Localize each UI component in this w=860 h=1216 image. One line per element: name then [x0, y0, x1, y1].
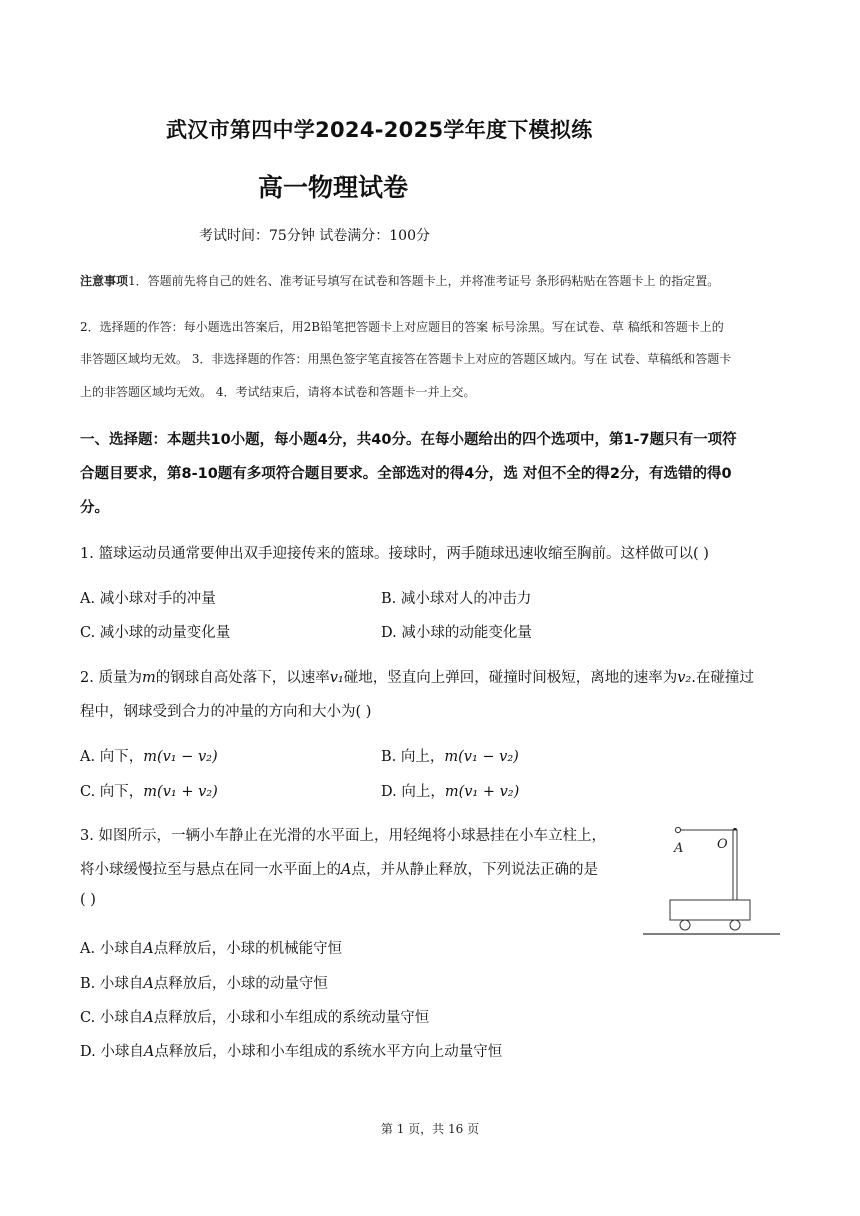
q3-stem-line2: 将小球缓慢拉至与悬点在同一水平面上的A点，并从静止释放，下列说法正确的是 — [80, 862, 598, 878]
figure-label-a: A — [674, 841, 684, 856]
q2-option-b: B. 向上，m(v₁ − v₂) — [381, 749, 519, 765]
var-m: m — [141, 670, 156, 686]
q2-option-c: C. 向下，m(v₁ + v₂) — [80, 784, 218, 800]
var-v2: v₂ — [677, 670, 692, 686]
q2-option-d: D. 向上，m(v₁ + v₂) — [381, 784, 520, 800]
var-v1: v₁ — [329, 670, 344, 686]
cart-post — [733, 830, 737, 902]
figure-label-o: O — [717, 837, 728, 852]
page-footer: 第 1 页，共 16 页 — [380, 1122, 480, 1136]
cart-body — [670, 900, 750, 920]
notes-line2: 2．选择题的作答：每小题选出答案后，用2B铅笔把答题卡上对应题目的答案 标号涂黑。写在试卷、草 稿纸和答题卡上的 — [80, 320, 724, 334]
q3-stem-line3: ( ) — [80, 892, 96, 908]
cart-wheel-right — [730, 920, 740, 930]
notes-line3: 非答题区域均无效。 3．非选择题的作答：用黑色签字笔直接答在答题卡上对应的答题区域内。写在 试卷、草稿纸和答题卡 — [80, 352, 732, 366]
q3-option-b: B. 小球自A点释放后，小球的动量守恒 — [80, 976, 328, 992]
q3-stem-line1: 3. 如图所示，一辆小车静止在光滑的水平面上，用轻绳将小球悬挂在小车立柱上， — [80, 828, 606, 844]
section1-line1: 一、选择题：本题共10小题，每小题4分，共40分。在每小题给出的四个选项中，第1-7题只有一项符 — [80, 432, 737, 448]
q2-option-a: A. 向下，m(v₁ − v₂) — [80, 749, 218, 765]
q1-stem: 1. 篮球运动员通常要伸出双手迎接传来的篮球。接球时，两手随球迅速收缩至胸前。这样做可以( ) — [80, 546, 709, 562]
notes-label: 注意事项 — [80, 274, 129, 288]
cart-pendulum-figure — [640, 822, 785, 942]
section1-line2: 合题目要求，第8-10题有多项符合题目要求。全部选对的得4分，选 对但不全的得2分，有选错的得0 — [80, 466, 732, 482]
q1-option-b: B. 减小球对人的冲击力 — [381, 591, 532, 607]
q3-option-a: A. 小球自A点释放后，小球的机械能守恒 — [80, 941, 343, 957]
section1-line3: 分。 — [80, 500, 109, 516]
q2-stem-line1: 2. 质量为m的钢球自高处落下，以速率v₁碰地，竖直向上弹回，碰撞时间极短，离地的速率为v₂.在碰撞过 — [80, 670, 754, 686]
q2-stem-line2: 程中，钢球受到合力的冲量的方向和大小为( ) — [80, 704, 372, 720]
exam-title-line1: 武汉市第四中学2024-2025学年度下模拟练 — [166, 118, 593, 142]
q1-option-c: C. 减小球的动量变化量 — [80, 625, 231, 641]
cart-wheel-left — [680, 920, 690, 930]
notes-line4: 上的非答题区域均无效。 4．考试结束后，请将本试卷和答题卡一并上交。 — [80, 385, 476, 399]
notes-line1: 注意事项1．答题前先将自己的姓名、准考证号填写在试卷和答题卡上，并将准考证号 条形码粘贴在答题卡上 的指定置。 — [80, 274, 720, 288]
q1-option-a: A. 减小球对手的冲量 — [80, 591, 216, 607]
exam-title-line2: 高一物理试卷 — [258, 173, 409, 202]
ball-at-a — [675, 827, 680, 832]
q3-option-d: D. 小球自A点释放后，小球和小车组成的系统水平方向上动量守恒 — [80, 1044, 503, 1060]
q1-option-d: D. 减小球的动能变化量 — [381, 625, 532, 641]
exam-info: 考试时间：75分钟 试卷满分：100分 — [199, 228, 430, 244]
q3-option-c: C. 小球自A点释放后，小球和小车组成的系统动量守恒 — [80, 1010, 430, 1026]
